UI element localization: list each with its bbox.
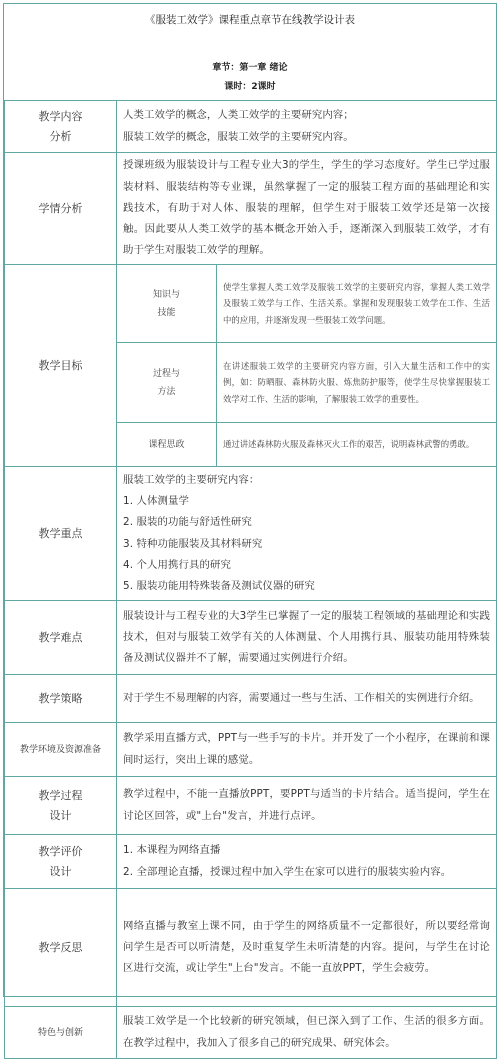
environment-text: 教学采用直播方式，PPT与一些手写的卡片。并开发了一个小程序，在课前和课间时运行，突出上课的感觉。 [117, 723, 497, 777]
sheet-header [4, 4, 496, 100]
process-design-label-line2: 设计 [49, 808, 72, 822]
content-analysis-label-line1: 教学内容 [38, 109, 83, 123]
row-strategy [5, 675, 497, 723]
strategy-text: 对于学生不易理解的内容，需要通过一些与生活、工作相关的实例进行介绍。 [117, 675, 497, 723]
evaluation-label [5, 835, 117, 889]
goal-process-label-line1: 过程与 [152, 368, 180, 379]
teaching-goals-label: 教学目标 [5, 265, 117, 467]
evaluation-cell [117, 835, 497, 889]
row-content-analysis [5, 101, 497, 153]
goal-ideology-label: 课程思政 [117, 423, 217, 467]
features-text: 服装工效学是一个比较新的研究领域，但已深入到了工作、生活的很多方面。在教学过程中，我加入了很多自己的研究成果、研究体会。 [117, 1007, 497, 1059]
goal-knowledge-label-line1: 知识与 [152, 289, 180, 300]
content-analysis-line: 人类工效学的概念，人类工效学的主要研究内容； [123, 109, 354, 122]
key-points-line: 服装工效学的主要研究内容： [123, 473, 260, 486]
goal-process-text: 在讲述服装工效学的主要研究内容方面，引入大量生活和工作中的实例，如：防晒服、森林防火服、炼焦防护服等，使学生尽快掌握服装工效学对工作、生活的影响，了解服装工效学的重要性。 [217, 343, 497, 423]
environment-label: 教学环境及资源准备 [5, 723, 117, 777]
difficulties-text: 服装设计与工程专业的大3学生已掌握了一定的服装工程领域的基础理论和实践技术，但对与服装工效学有关的人体测量、个人用携行具、服装功能用特殊装备及测试仪器并不了解，需要通过实例进行介绍。 [117, 601, 497, 675]
content-analysis-label [5, 101, 117, 153]
class-hours-label: 课时：2课时 [224, 82, 276, 92]
reflection-text: 网络直播与教室上课不同，由于学生的网络质量不一定都很好，所以要经常询问学生是否可以听清楚，及时重复学生未听清楚的内容。提问，与学生在讨论区进行交流，或让学生"上台"发言。不能一直放PPT，学生会疲劳。 [117, 889, 497, 1007]
row-key-points [5, 467, 497, 601]
goal-knowledge-label [117, 265, 217, 343]
key-points-line: 5. 服装功能用特殊装备及测试仪器的研究 [123, 580, 315, 593]
process-design-label [5, 777, 117, 835]
student-analysis-label: 学情分析 [5, 153, 117, 265]
row-reflection [5, 889, 497, 1007]
sheet-title: 《服装工效学》课程重点章节在线教学设计表 [145, 14, 355, 26]
goal-knowledge-text: 使学生掌握人类工效学及服装工效学的主要研究内容，掌握人类工效学及服装工效学与工作、生活关系。掌握和发现服装工效学在工作、生活中的应用，并逐渐发现一些服装工效学问题。 [217, 265, 497, 343]
difficulties-label: 教学难点 [5, 601, 117, 675]
row-student-analysis [5, 153, 497, 265]
row-environment [5, 723, 497, 777]
evaluation-label-line1: 教学评价 [38, 844, 83, 858]
process-design-label-line1: 教学过程 [38, 788, 83, 802]
row-evaluation [5, 835, 497, 889]
chapter-label: 章节：第一章 绪论 [212, 63, 288, 73]
key-points-label: 教学重点 [5, 467, 117, 601]
goal-knowledge-label-line2: 技能 [157, 307, 176, 318]
features-label: 特色与创新 [5, 1007, 117, 1059]
row-features [5, 1007, 497, 1059]
key-points-line: 3. 特种功能服装及其材料研究 [123, 537, 263, 550]
student-analysis-text: 授课班级为服装设计与工程专业大3的学生，学生的学习态度好。学生已学过服装材料、服装结构等专业课，虽然掌握了一定的服装工程方面的基础理论和实践技术，有助于对人体、服装的理解，但学生对于服装工效学还是第一次接触。因此要从人类工效学的基本概念开始入手，逐渐深入到服装工效学，才有助于学生对服装工效学的理解。 [117, 153, 497, 265]
lesson-design-table [4, 100, 497, 1059]
evaluation-line: 1. 本课程为网络直播 [123, 844, 221, 857]
key-points-line: 2. 服装的功能与舒适性研究 [123, 516, 252, 529]
key-points-cell [117, 467, 497, 601]
row-process-design [5, 777, 497, 835]
row-difficulties [5, 601, 497, 675]
key-points-line: 4. 个人用携行具的研究 [123, 558, 231, 571]
key-points-line: 1. 人体测量学 [123, 494, 189, 507]
evaluation-line: 2. 全部理论直播，授课过程中加入学生在家可以进行的服装实验内容。 [123, 865, 452, 878]
content-analysis-cell [117, 101, 497, 153]
reflection-label: 教学反思 [5, 889, 117, 1007]
content-analysis-line: 服装工效学的概念，服装工效学的主要研究内容。 [123, 130, 354, 143]
process-design-text: 教学过程中，不能一直播放PPT，要PPT与适当的卡片结合。适当提问，学生在讨论区回答，或"上台"发言，并进行点评。 [117, 777, 497, 835]
goal-process-label [117, 343, 217, 423]
content-analysis-label-line2: 分析 [49, 129, 72, 143]
strategy-label: 教学策略 [5, 675, 117, 723]
row-goal-knowledge [5, 265, 497, 343]
lesson-design-sheet [3, 3, 497, 1049]
goal-process-label-line2: 方法 [157, 386, 176, 397]
goal-ideology-text: 通过讲述森林防火服及森林灭火工作的艰苦，说明森林武警的勇敢。 [217, 423, 497, 467]
evaluation-label-line2: 设计 [49, 864, 72, 878]
